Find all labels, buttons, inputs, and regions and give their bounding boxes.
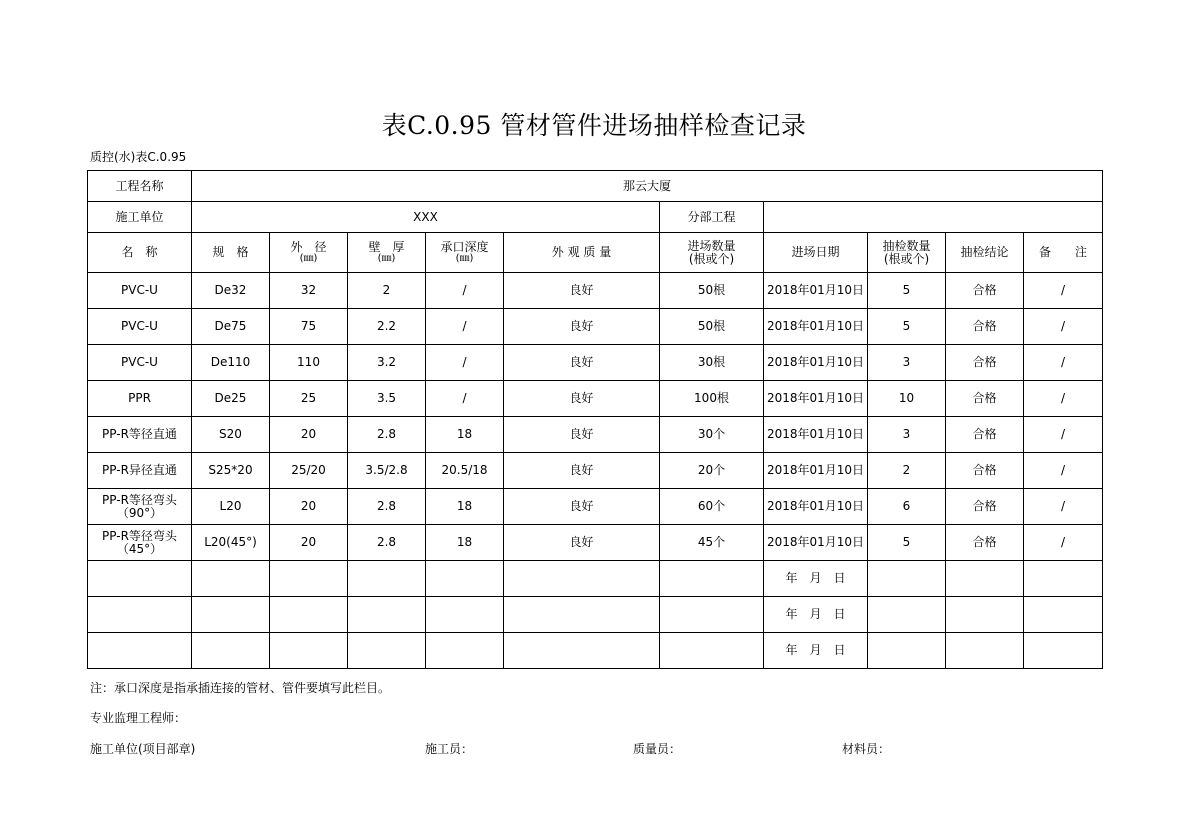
blank-cell-socket[interactable]	[426, 561, 504, 597]
header-od-label: 外 径	[290, 240, 327, 254]
header-remark: 备 注	[1024, 233, 1103, 273]
cell-name[interactable]: PP-R等径弯头（45°）	[88, 525, 192, 561]
cell-remark[interactable]: /	[1024, 453, 1103, 489]
cell-date[interactable]: 2018年01月10日	[764, 489, 868, 525]
blank-row	[88, 597, 1103, 633]
header-socket	[426, 233, 504, 273]
blank-cell-socket[interactable]	[426, 633, 504, 669]
cell-name[interactable]: PVC-U	[88, 309, 192, 345]
cell-conclusion[interactable]: 合格	[946, 273, 1024, 309]
cell-od[interactable]: 75	[270, 309, 348, 345]
table-row	[88, 309, 1103, 345]
contractor-value[interactable]: XXX	[192, 202, 660, 233]
cell-socket[interactable]: 18	[426, 489, 504, 525]
cell-appearance[interactable]: 良好	[504, 453, 660, 489]
cell-conclusion[interactable]: 合格	[946, 309, 1024, 345]
cell-remark[interactable]: /	[1024, 381, 1103, 417]
cell-od[interactable]: 20	[270, 489, 348, 525]
blank-cell-wall[interactable]	[348, 561, 426, 597]
header-conclusion: 抽检结论	[946, 233, 1024, 273]
cell-spec[interactable]: De32	[192, 273, 270, 309]
supervisor-signature-label: 专业监理工程师：	[90, 711, 187, 725]
cell-spec[interactable]: S25*20	[192, 453, 270, 489]
header-name: 名 称	[88, 233, 192, 273]
cell-socket[interactable]: 18	[426, 525, 504, 561]
blank-cell-wall[interactable]	[348, 597, 426, 633]
table-row	[88, 525, 1103, 561]
cell-name[interactable]: PP-R等径弯头（90°）	[88, 489, 192, 525]
footer-note: 注：承口深度是指承插连接的管材、管件要填写此栏目。	[90, 681, 391, 695]
blank-cell-conclusion[interactable]	[946, 561, 1024, 597]
blank-cell-sample[interactable]	[868, 633, 946, 669]
blank-cell-qty[interactable]	[660, 561, 764, 597]
cell-qty[interactable]: 45个	[660, 525, 764, 561]
cell-name[interactable]: PP-R等径直通	[88, 417, 192, 453]
cell-name[interactable]: PPR	[88, 381, 192, 417]
blank-cell-name[interactable]	[88, 633, 192, 669]
cell-sample[interactable]: 10	[868, 381, 946, 417]
header-spec: 规 格	[192, 233, 270, 273]
cell-qty[interactable]: 20个	[660, 453, 764, 489]
cell-remark[interactable]: /	[1024, 345, 1103, 381]
cell-wall[interactable]: 3.5	[348, 381, 426, 417]
cell-spec[interactable]: De110	[192, 345, 270, 381]
blank-cell-conclusion[interactable]	[946, 597, 1024, 633]
cell-spec[interactable]: S20	[192, 417, 270, 453]
cell-wall[interactable]: 3.5/2.8	[348, 453, 426, 489]
blank-cell-sample[interactable]	[868, 561, 946, 597]
blank-cell-remark[interactable]	[1024, 633, 1103, 669]
header-qty-unit: (根或个)	[688, 251, 735, 266]
cell-qty[interactable]: 50根	[660, 309, 764, 345]
cell-appearance[interactable]: 良好	[504, 489, 660, 525]
subproject-label: 分部工程	[660, 202, 764, 233]
header-od	[270, 233, 348, 273]
cell-date[interactable]: 2018年01月10日	[764, 417, 868, 453]
cell-wall[interactable]: 2.2	[348, 309, 426, 345]
cell-socket[interactable]: /	[426, 273, 504, 309]
cell-od[interactable]: 25/20	[270, 453, 348, 489]
table-row	[88, 417, 1103, 453]
blank-cell-od[interactable]	[270, 597, 348, 633]
cell-sample[interactable]: 5	[868, 273, 946, 309]
cell-remark[interactable]: /	[1024, 525, 1103, 561]
material-signature-label: 材料员：	[842, 742, 891, 756]
header-socket-label: 承口深度	[440, 240, 489, 254]
cell-socket[interactable]: 18	[426, 417, 504, 453]
blank-cell-spec[interactable]	[192, 633, 270, 669]
cell-conclusion[interactable]: 合格	[946, 525, 1024, 561]
cell-name[interactable]: PVC-U	[88, 273, 192, 309]
cell-name[interactable]: PP-R异径直通	[88, 453, 192, 489]
cell-spec[interactable]: L20(45°)	[192, 525, 270, 561]
cell-od[interactable]: 25	[270, 381, 348, 417]
cell-date[interactable]: 2018年01月10日	[764, 309, 868, 345]
cell-sample[interactable]: 3	[868, 417, 946, 453]
cell-date[interactable]: 2018年01月10日	[764, 525, 868, 561]
table-row	[88, 273, 1103, 309]
header-od-unit: (㎜)	[299, 253, 318, 264]
header-appearance: 外 观 质 量	[504, 233, 660, 273]
cell-appearance[interactable]: 良好	[504, 273, 660, 309]
contractor-seal-label: 施工单位(项目部章)	[90, 742, 196, 756]
blank-row	[88, 633, 1103, 669]
cell-name[interactable]: PVC-U	[88, 345, 192, 381]
cell-sample[interactable]: 2	[868, 453, 946, 489]
header-socket-unit: (㎜)	[455, 253, 474, 264]
cell-date[interactable]: 2018年01月10日	[764, 345, 868, 381]
cell-qty[interactable]: 100根	[660, 381, 764, 417]
cell-qty[interactable]: 50根	[660, 273, 764, 309]
cell-conclusion[interactable]: 合格	[946, 345, 1024, 381]
page-title: 表C.0.95 管材管件进场抽样检查记录	[381, 111, 807, 140]
cell-wall[interactable]: 3.2	[348, 345, 426, 381]
cell-od[interactable]: 20	[270, 417, 348, 453]
header-sample-label: 抽检数量	[882, 238, 931, 253]
subproject-value[interactable]	[764, 202, 1103, 233]
cell-wall[interactable]: 2	[348, 273, 426, 309]
blank-row	[88, 561, 1103, 597]
project-value[interactable]: 那云大厦	[192, 171, 1103, 202]
blank-cell-date[interactable]: 年 月 日	[764, 633, 868, 669]
cell-qty[interactable]: 30根	[660, 345, 764, 381]
project-label: 工程名称	[88, 171, 192, 202]
cell-od[interactable]: 110	[270, 345, 348, 381]
header-wall	[348, 233, 426, 273]
cell-sample[interactable]: 6	[868, 489, 946, 525]
cell-wall[interactable]: 2.8	[348, 417, 426, 453]
form-code: 质控(水)表C.0.95	[90, 150, 187, 164]
header-date: 进场日期	[764, 233, 868, 273]
header-sample	[868, 233, 946, 273]
cell-od[interactable]: 20	[270, 525, 348, 561]
cell-remark[interactable]: /	[1024, 489, 1103, 525]
blank-cell-wall[interactable]	[348, 633, 426, 669]
table-row	[88, 453, 1103, 489]
cell-conclusion[interactable]: 合格	[946, 489, 1024, 525]
header-row	[88, 233, 1103, 273]
blank-cell-remark[interactable]	[1024, 597, 1103, 633]
blank-cell-sample[interactable]	[868, 597, 946, 633]
table-row	[88, 381, 1103, 417]
blank-cell-od[interactable]	[270, 561, 348, 597]
header-qty-label: 进场数量	[687, 238, 736, 253]
cell-wall[interactable]: 2.8	[348, 489, 426, 525]
blank-cell-name[interactable]	[88, 561, 192, 597]
cell-remark[interactable]: /	[1024, 273, 1103, 309]
cell-sample[interactable]: 3	[868, 345, 946, 381]
cell-appearance[interactable]: 良好	[504, 417, 660, 453]
blank-cell-appearance[interactable]	[504, 597, 660, 633]
cell-appearance[interactable]: 良好	[504, 381, 660, 417]
cell-sample[interactable]: 5	[868, 309, 946, 345]
cell-appearance[interactable]: 良好	[504, 525, 660, 561]
cell-qty[interactable]: 30个	[660, 417, 764, 453]
blank-cell-conclusion[interactable]	[946, 633, 1024, 669]
blank-cell-qty[interactable]	[660, 633, 764, 669]
contractor-label: 施工单位	[88, 202, 192, 233]
cell-wall[interactable]: 2.8	[348, 525, 426, 561]
blank-cell-spec[interactable]	[192, 561, 270, 597]
blank-cell-socket[interactable]	[426, 597, 504, 633]
cell-appearance[interactable]: 良好	[504, 309, 660, 345]
blank-cell-remark[interactable]	[1024, 561, 1103, 597]
cell-od[interactable]: 32	[270, 273, 348, 309]
blank-cell-qty[interactable]	[660, 597, 764, 633]
cell-qty[interactable]: 60个	[660, 489, 764, 525]
cell-spec[interactable]: De75	[192, 309, 270, 345]
contractor-row	[88, 202, 1103, 233]
builder-signature-label: 施工员：	[425, 742, 474, 756]
cell-remark[interactable]: /	[1024, 417, 1103, 453]
table-row	[88, 345, 1103, 381]
cell-conclusion[interactable]: 合格	[946, 417, 1024, 453]
table-row	[88, 489, 1103, 525]
cell-spec[interactable]: De25	[192, 381, 270, 417]
quality-signature-label: 质量员：	[633, 742, 682, 756]
cell-socket[interactable]: /	[426, 309, 504, 345]
blank-cell-appearance[interactable]	[504, 633, 660, 669]
cell-date[interactable]: 2018年01月10日	[764, 381, 868, 417]
cell-appearance[interactable]: 良好	[504, 345, 660, 381]
header-qty	[660, 233, 764, 273]
header-wall-unit: (㎜)	[377, 253, 396, 264]
blank-cell-spec[interactable]	[192, 597, 270, 633]
header-wall-label: 壁 厚	[368, 240, 405, 254]
cell-conclusion[interactable]: 合格	[946, 453, 1024, 489]
cell-socket[interactable]: /	[426, 381, 504, 417]
cell-conclusion[interactable]: 合格	[946, 381, 1024, 417]
blank-cell-od[interactable]	[270, 633, 348, 669]
header-sample-unit: (根或个)	[883, 251, 930, 266]
blank-cell-date[interactable]: 年 月 日	[764, 561, 868, 597]
blank-cell-appearance[interactable]	[504, 561, 660, 597]
cell-remark[interactable]: /	[1024, 309, 1103, 345]
project-row	[88, 171, 1103, 202]
cell-socket[interactable]: 20.5/18	[426, 453, 504, 489]
inspection-table	[87, 170, 1103, 669]
cell-spec[interactable]: L20	[192, 489, 270, 525]
cell-socket[interactable]: /	[426, 345, 504, 381]
blank-cell-name[interactable]	[88, 597, 192, 633]
cell-date[interactable]: 2018年01月10日	[764, 453, 868, 489]
cell-date[interactable]: 2018年01月10日	[764, 273, 868, 309]
blank-cell-date[interactable]: 年 月 日	[764, 597, 868, 633]
cell-sample[interactable]: 5	[868, 525, 946, 561]
